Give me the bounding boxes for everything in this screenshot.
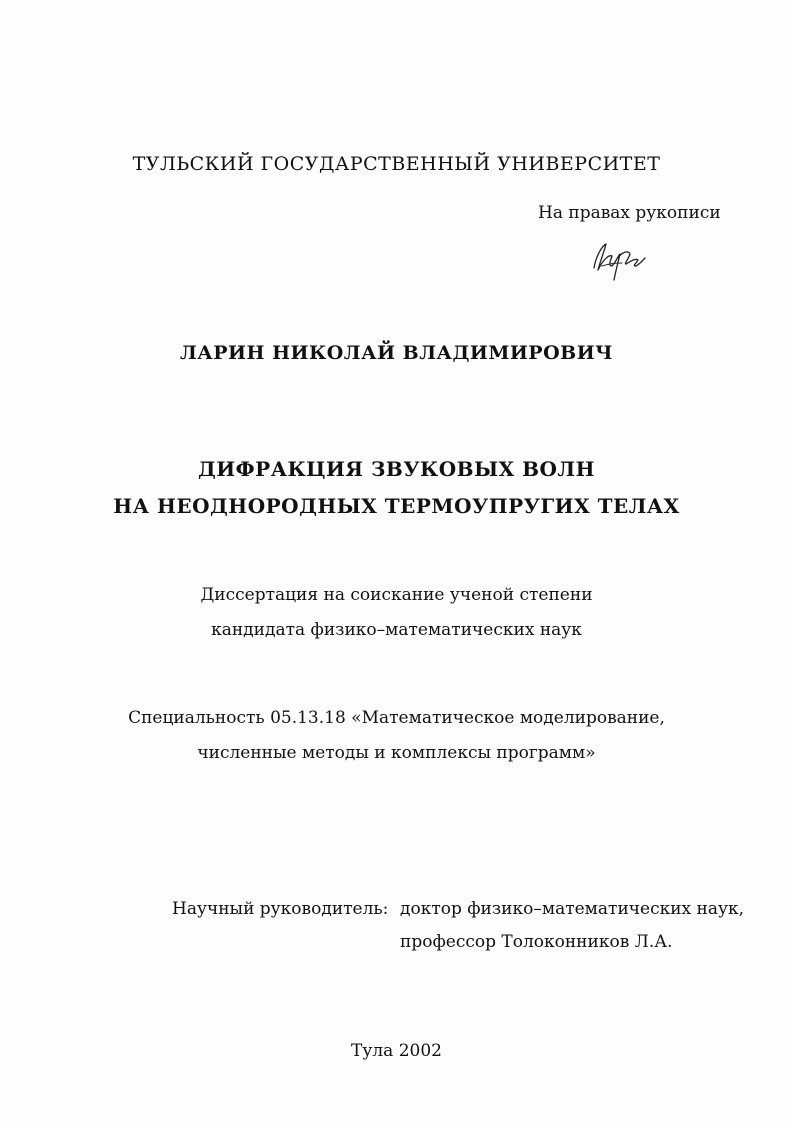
specialty-line-2: численные методы и комплексы программ» xyxy=(197,743,596,763)
specialty-line-1: Специальность 05.13.18 «Математическое моделирование, xyxy=(128,708,665,728)
thesis-title-line-1: ДИФРАКЦИЯ ЗВУКОВЫХ ВОЛН xyxy=(198,457,595,481)
city-year: Тула 2002 xyxy=(351,1041,442,1061)
author-name: ЛАРИН НИКОЛАЙ ВЛАДИМИРОВИЧ xyxy=(179,342,614,364)
supervisor-label: Научный руководитель: xyxy=(172,899,389,919)
university-name: ТУЛЬСКИЙ ГОСУДАРСТВЕННЫЙ УНИВЕРСИТЕТ xyxy=(132,153,661,175)
signature-mark xyxy=(588,236,648,286)
degree-line-2: кандидата физико–математических наук xyxy=(211,620,582,640)
supervisor-name: профессор Толоконников Л.А. xyxy=(400,932,673,952)
supervisor-degree: доктор физико–математических наук, xyxy=(400,899,745,919)
thesis-title-line-2: НА НЕОДНОРОДНЫХ ТЕРМОУПРУГИХ ТЕЛАХ xyxy=(113,494,680,518)
degree-line-1: Диссертация на соискание ученой степени xyxy=(200,585,593,605)
rights-note: На правах рукописи xyxy=(538,203,721,223)
